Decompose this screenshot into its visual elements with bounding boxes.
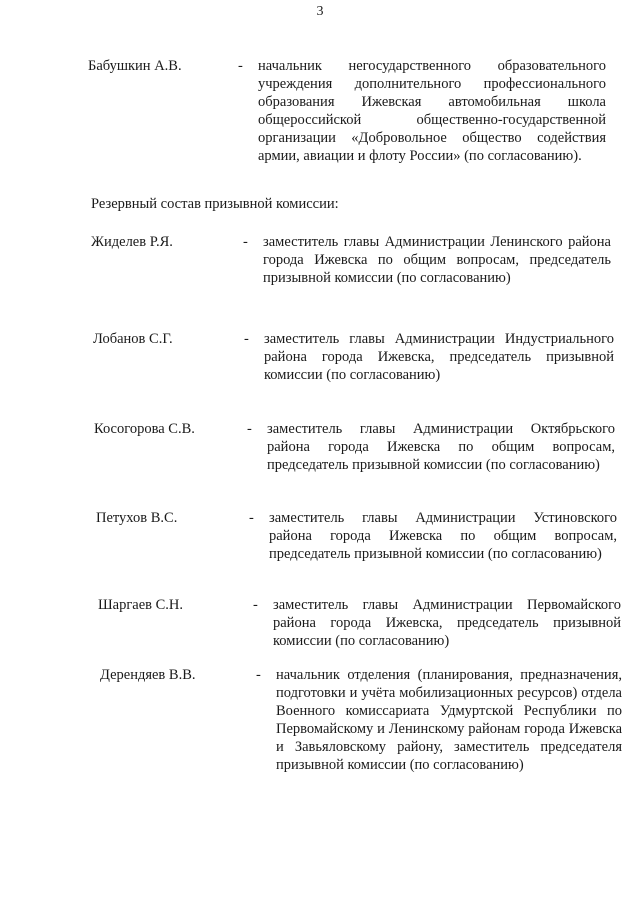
member-name: Бабушкин А.В. <box>88 58 182 74</box>
member-description: заместитель главы Администрации Октябрьского района города Ижевска по общим вопросам, председатель призывной комиссии (по согласованию) <box>267 421 615 473</box>
member-name: Петухов В.С. <box>96 510 178 526</box>
dash-separator: - <box>249 510 254 526</box>
member-description: заместитель главы Администрации Устиновского района города Ижевска по общим вопросам, председатель призывной комиссии (по согласованию) <box>269 510 617 562</box>
member-description: начальник негосударственного образовательного учреждения дополнительного профессионального образования Ижевская автомобильная школа общероссийской общественно-государственной организации «Добровольное общество содействия армии, авиации и флоту России» (по согласованию). <box>258 58 606 164</box>
dash-separator: - <box>244 331 249 347</box>
dash-separator: - <box>243 234 248 250</box>
member-name: Лобанов С.Г. <box>93 331 173 347</box>
member-description: заместитель главы Администрации Индустриального района города Ижевска, председатель призывной комиссии (по согласованию) <box>264 331 614 383</box>
dash-separator: - <box>253 597 258 613</box>
member-name: Шаргаев С.Н. <box>98 597 183 613</box>
member-description: начальник отделения (планирования, предназначения, подготовки и учёта мобилизационных ресурсов) отдела Военного комиссариата Удмуртской Республики по Первомайскому и Ленинскому районам города Ижевска и Завьяловскому району, заместитель председателя призывной комиссии (по согласованию) <box>276 667 622 773</box>
member-name: Жиделев Р.Я. <box>91 234 173 250</box>
member-description: заместитель главы Администрации Ленинского района города Ижевска по общим вопросам, председатель призывной комиссии (по согласованию) <box>263 234 611 286</box>
member-name: Дерендяев В.В. <box>100 667 196 683</box>
page-number: 3 <box>316 4 324 19</box>
member-name: Косогорова С.В. <box>94 421 195 437</box>
member-description: заместитель главы Администрации Первомайского района города Ижевска, председатель призывной комиссии (по согласованию) <box>273 597 621 649</box>
dash-separator: - <box>238 58 243 74</box>
dash-separator: - <box>247 421 252 437</box>
section-heading: Резервный состав призывной комиссии: <box>91 196 339 212</box>
dash-separator: - <box>256 667 261 683</box>
